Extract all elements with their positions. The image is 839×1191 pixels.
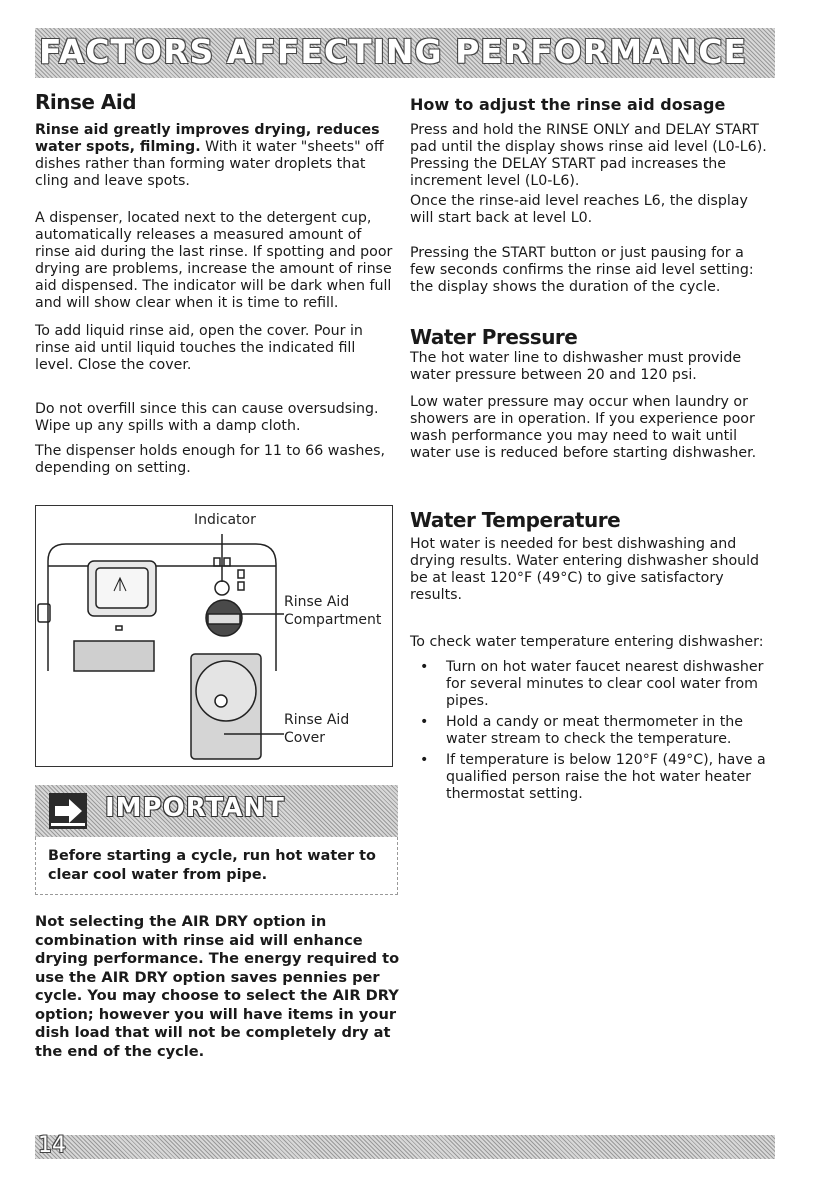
list-item: • Turn on hot water faucet nearest dishwasher for several minutes to clear cool water from pipes.: [410, 659, 780, 710]
water-temperature-heading: Water Temperature: [410, 508, 621, 532]
compartment-label-line1: Rinse Aid: [284, 594, 350, 610]
rinse-aid-diagram: [35, 505, 393, 767]
indicator-label: Indicator: [194, 512, 256, 528]
water-pressure-paragraph-2: Low water pressure may occur when laundry or showers are in operation. If you experience poor wash performance you may need to wait until water use is reduced before starting dishwasher.: [410, 394, 757, 461]
important-body: [35, 837, 398, 895]
important-callout: [35, 785, 398, 895]
list-item: • Hold a candy or meat thermometer in the water stream to check the temperature.: [410, 714, 780, 748]
water-temperature-paragraph-2: To check water temperature entering dishwasher:: [410, 634, 764, 650]
page-footer: [35, 1135, 775, 1159]
rinse-aid-intro: [35, 122, 390, 190]
compartment-label-line2: Compartment: [284, 612, 382, 628]
water-temperature-paragraph-1: Hot water is needed for best dishwashing and drying results. Water entering dishwasher should be at least 120°F (49°C) to give satisfactory results.: [410, 536, 760, 603]
page-number: 14: [38, 1133, 66, 1158]
cover-label-line1: Rinse Aid: [284, 712, 350, 728]
important-text: Before starting a cycle, run hot water to clear cool water from pipe.: [48, 848, 376, 883]
rinse-aid-heading: Rinse Aid: [35, 90, 137, 114]
rinse-aid-overfill-paragraph: Do not overfill since this can cause oversudsing. Wipe up any spills with a damp cloth.: [35, 401, 379, 434]
arrow-right-icon: [49, 793, 87, 829]
dosage-paragraph-2: Once the rinse-aid level reaches L6, the display will start back at level L0.: [410, 193, 748, 226]
cover-label-line2: Cover: [284, 730, 325, 746]
water-temperature-steps: [410, 659, 780, 807]
dosage-paragraph-1: Press and hold the RINSE ONLY and DELAY START pad until the display shows rinse aid level (L0-L6). Pressing the DELAY START pad increases the increment level (L0-L6).: [410, 122, 767, 189]
rinse-aid-capacity-paragraph: The dispenser holds enough for 11 to 66 washes, depending on setting.: [35, 443, 386, 476]
rinse-aid-add-paragraph: To add liquid rinse aid, open the cover. Pour in rinse aid until liquid touches the indicated fill level. Close the cover.: [35, 323, 363, 373]
dosage-heading: How to adjust the rinse aid dosage: [410, 95, 726, 114]
page-title: FACTORS AFFECTING PERFORMANCE: [39, 32, 748, 71]
rinse-aid-lead-rest: With it water "sheets" off dishes rather than forming water droplets that cling and leave spots.: [35, 139, 384, 189]
water-pressure-heading: Water Pressure: [410, 325, 578, 349]
dosage-paragraph-3: Pressing the START button or just pausing for a few seconds confirms the rinse aid level setting: the display shows the duration of the cycle.: [410, 245, 754, 295]
air-dry-note: Not selecting the AIR DRY option in combination with rinse aid will enhance drying performance. The energy required to use the AIR DRY option saves pennies per cycle. You may choose to select the AIR DRY option; however you will have items in your dish load that will not be completely dry at the end of the cycle.: [35, 913, 400, 1060]
rinse-aid-lead: Rinse aid greatly improves drying, reduces water spots, filming.: [35, 122, 380, 155]
important-header: [35, 785, 398, 837]
important-title: IMPORTANT: [105, 793, 285, 823]
rinse-aid-dispenser-paragraph: A dispenser, located next to the detergent cup, automatically releases a measured amount of rinse aid during the last rinse. If spotting and poor drying are problems, increase the amount of rinse aid dispensed. The indicator will be dark when full and will show clear when it is time to refill.: [35, 210, 393, 311]
page-banner: [35, 28, 775, 78]
list-item: • If temperature is below 120°F (49°C), have a qualified person raise the hot water heater thermostat setting.: [410, 752, 780, 803]
water-pressure-paragraph-1: The hot water line to dishwasher must provide water pressure between 20 and 120 psi.: [410, 350, 742, 383]
